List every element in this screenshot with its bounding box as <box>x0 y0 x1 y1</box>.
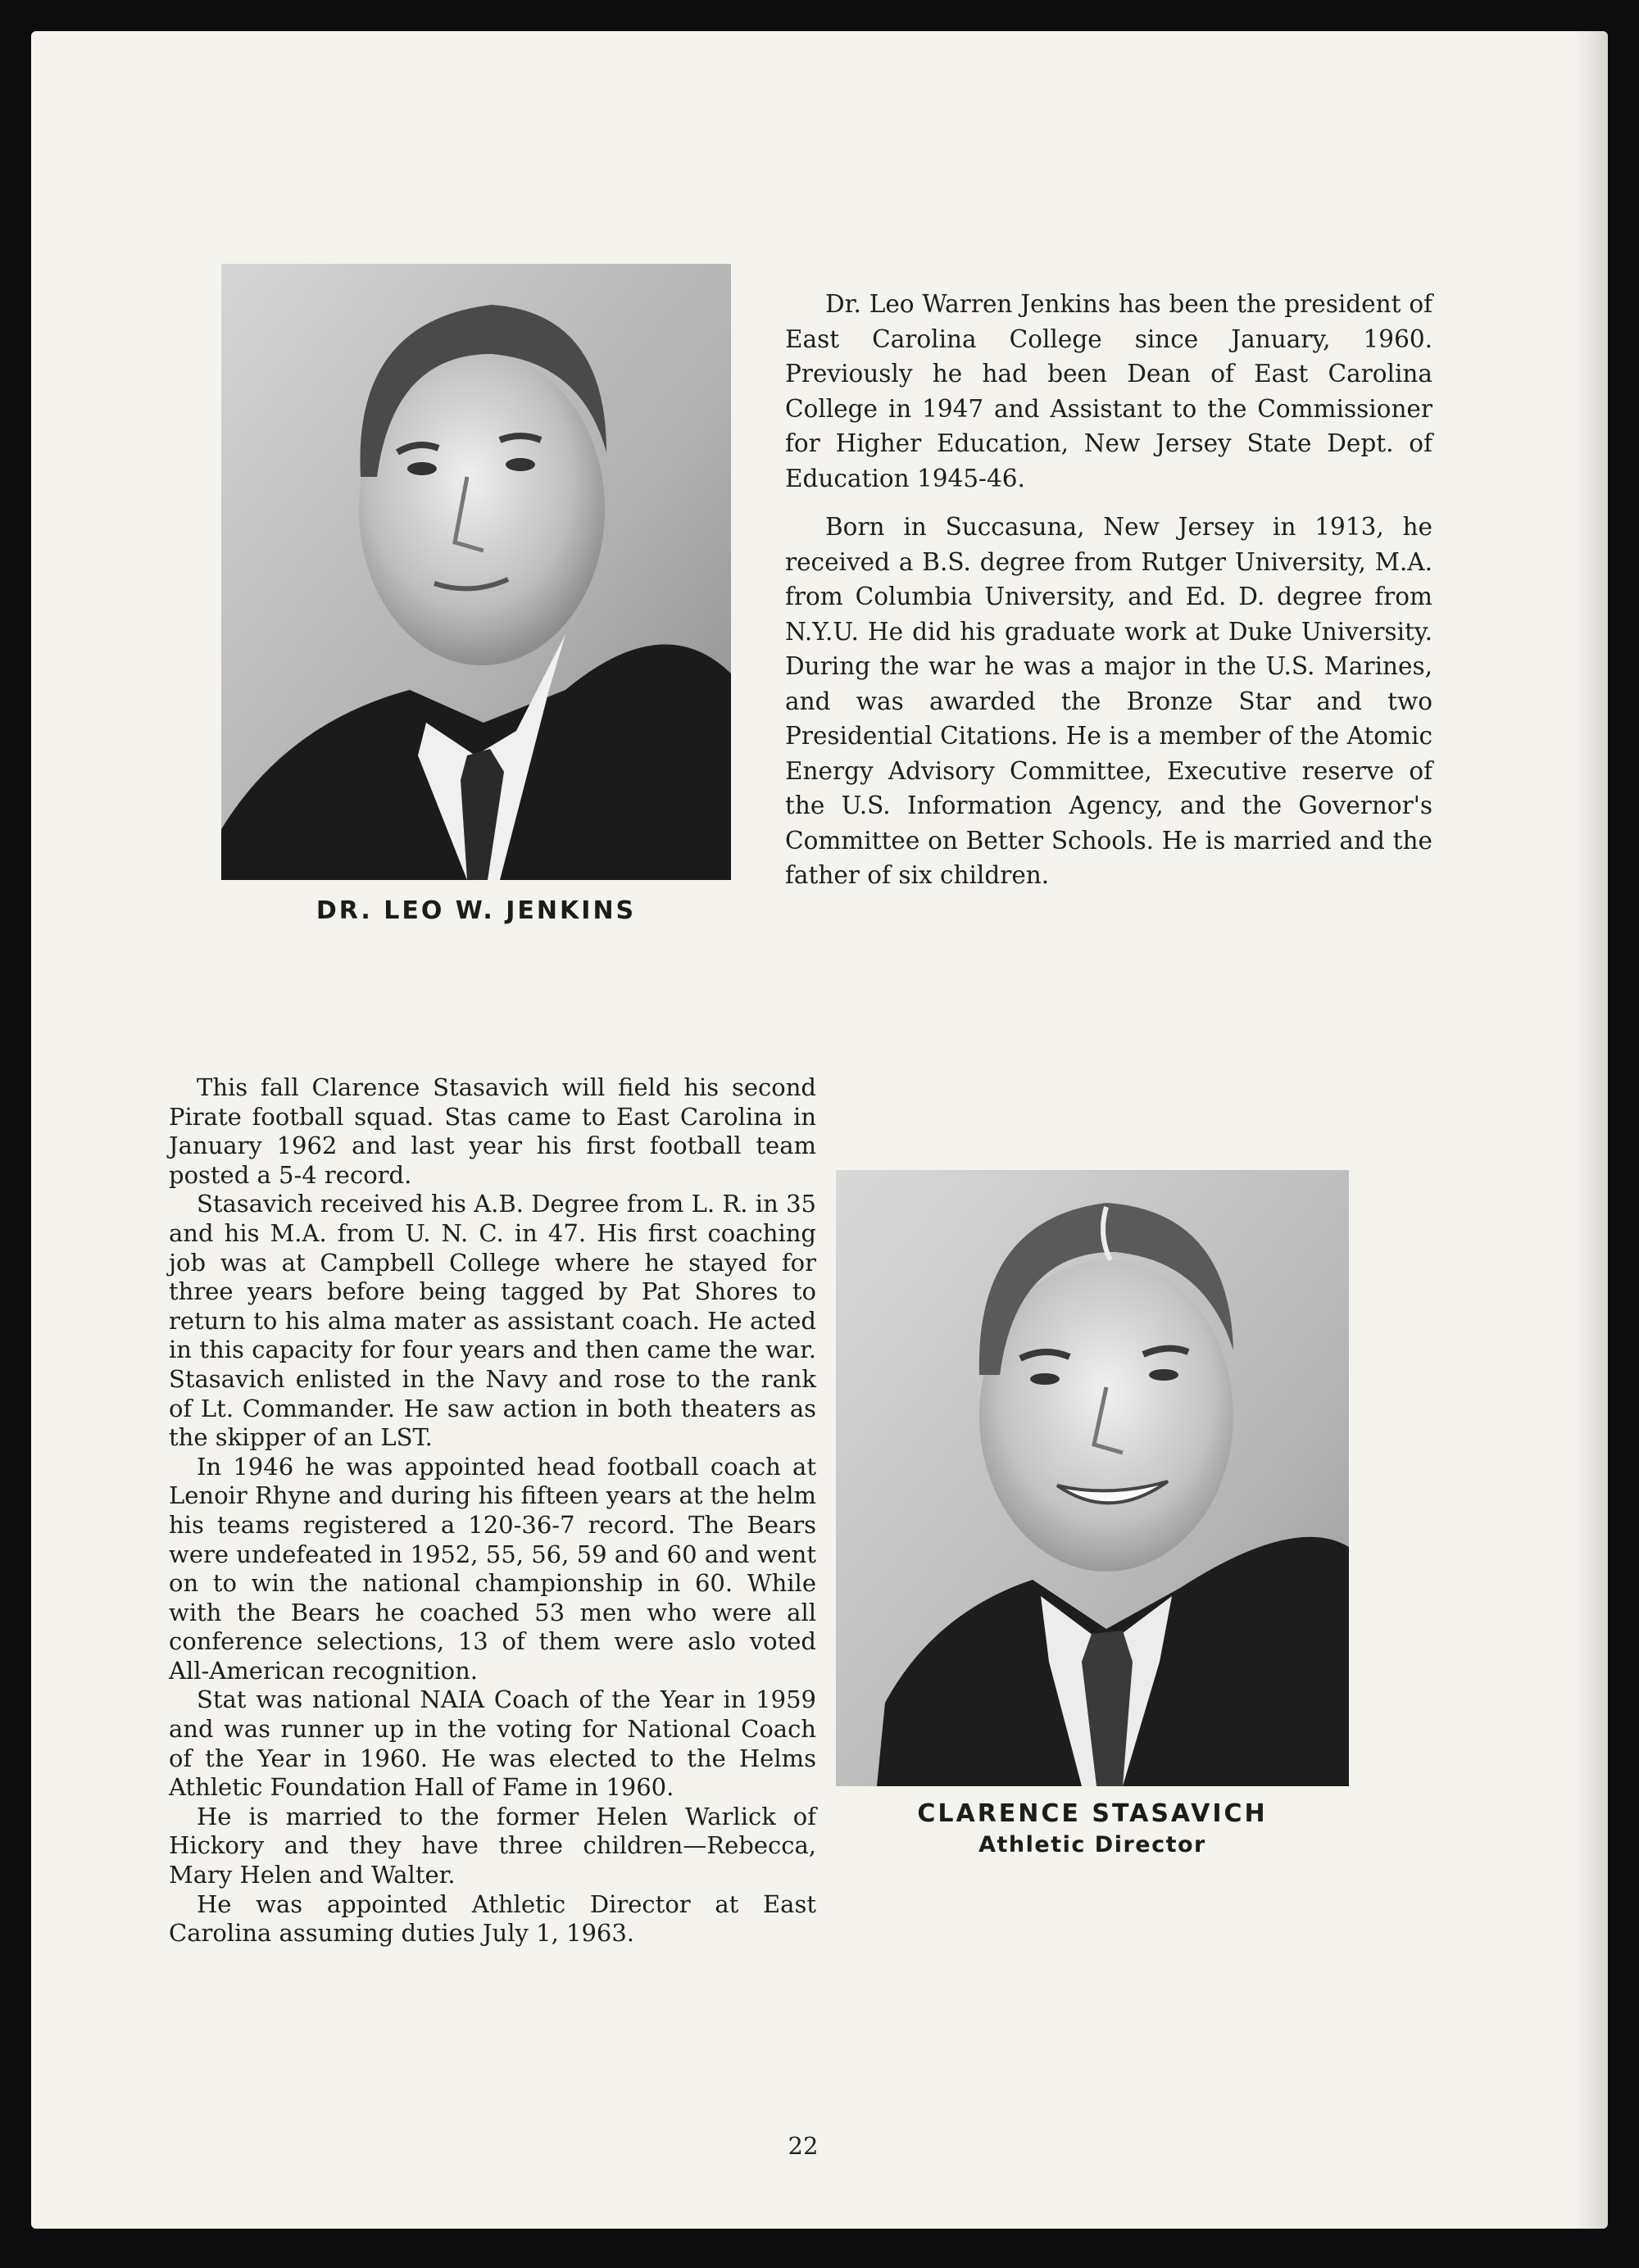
jenkins-bio <box>785 287 1432 907</box>
stasavich-bio-paragraph: He is married to the former Helen Warlick of Hickory and they have three children—Rebecca, Mary Helen and Walter. <box>169 1802 816 1889</box>
stasavich-bio-paragraph: He was appointed Athletic Director at East Carolina assuming duties July 1, 1963. <box>169 1889 816 1948</box>
page-number: 22 <box>788 2132 819 2160</box>
jenkins-portrait-photo <box>221 264 731 880</box>
jenkins-caption: DR. LEO W. JENKINS <box>316 896 637 925</box>
stasavich-bio-paragraph: Stasavich received his A.B. Degree from L. R. in 35 and his M.A. from U. N. C. in 47. His first coaching job was at Campbell College where he stayed for three years before being tagged by Pat Shores to return to his alma mater as assistant coach. He acted in this capacity for four years and then came the war. Stasavich enlisted in the Navy and rose to the rank of Lt. Commander. He saw action in both theaters as the skipper of an LST. <box>169 1190 816 1452</box>
stasavich-bio <box>169 1073 816 1948</box>
stasavich-caption-title: Athletic Director <box>978 1832 1206 1857</box>
stasavich-caption-name: CLARENCE STASAVICH <box>917 1799 1268 1828</box>
stasavich-bio-paragraph: Stat was national NAIA Coach of the Year in 1959 and was runner up in the voting for National Coach of the Year in 1960. He was elected to the Helms Athletic Foundation Hall of Fame in 1960. <box>169 1685 816 1802</box>
jenkins-bio-paragraph: Dr. Leo Warren Jenkins has been the president of East Carolina College since January, 1960. Previously he had been Dean of East Carolina College in 1947 and Assistant to the Commissioner for Higher Education, New Jersey State Dept. of Education 1945-46. <box>785 290 1432 492</box>
stasavich-portrait-photo <box>836 1170 1349 1786</box>
jenkins-bio-paragraph: Born in Succasuna, New Jersey in 1913, he received a B.S. degree from Rutger University, M.A. from Columbia University, and Ed. D. degree from N.Y.U. He did his graduate work at Duke University. During the war he was a major in the U.S. Marines, and was awarded the Bronze Star and two Presidential Citations. He is a member of the Atomic Energy Advisory Committee, Executive reserve of the U.S. Information Agency, and the Governor's Committee on Better Schools. He is married and the father of six children. <box>785 513 1432 889</box>
stasavich-bio-paragraph: This fall Clarence Stasavich will field his second Pirate football squad. Stas came to East Carolina in January 1962 and last year his first football team posted a 5-4 record. <box>169 1073 816 1189</box>
stasavich-bio-paragraph: In 1946 he was appointed head football coach at Lenoir Rhyne and during his fifteen years at the helm his teams registered a 120-36-7 record. The Bears were undefeated in 1952, 55, 56, 59 and 60 and went on to win the national championship in 60. While with the Bears he coached 53 men who were all conference selections, 13 of them were aslo voted All-American recognition. <box>169 1452 816 1685</box>
